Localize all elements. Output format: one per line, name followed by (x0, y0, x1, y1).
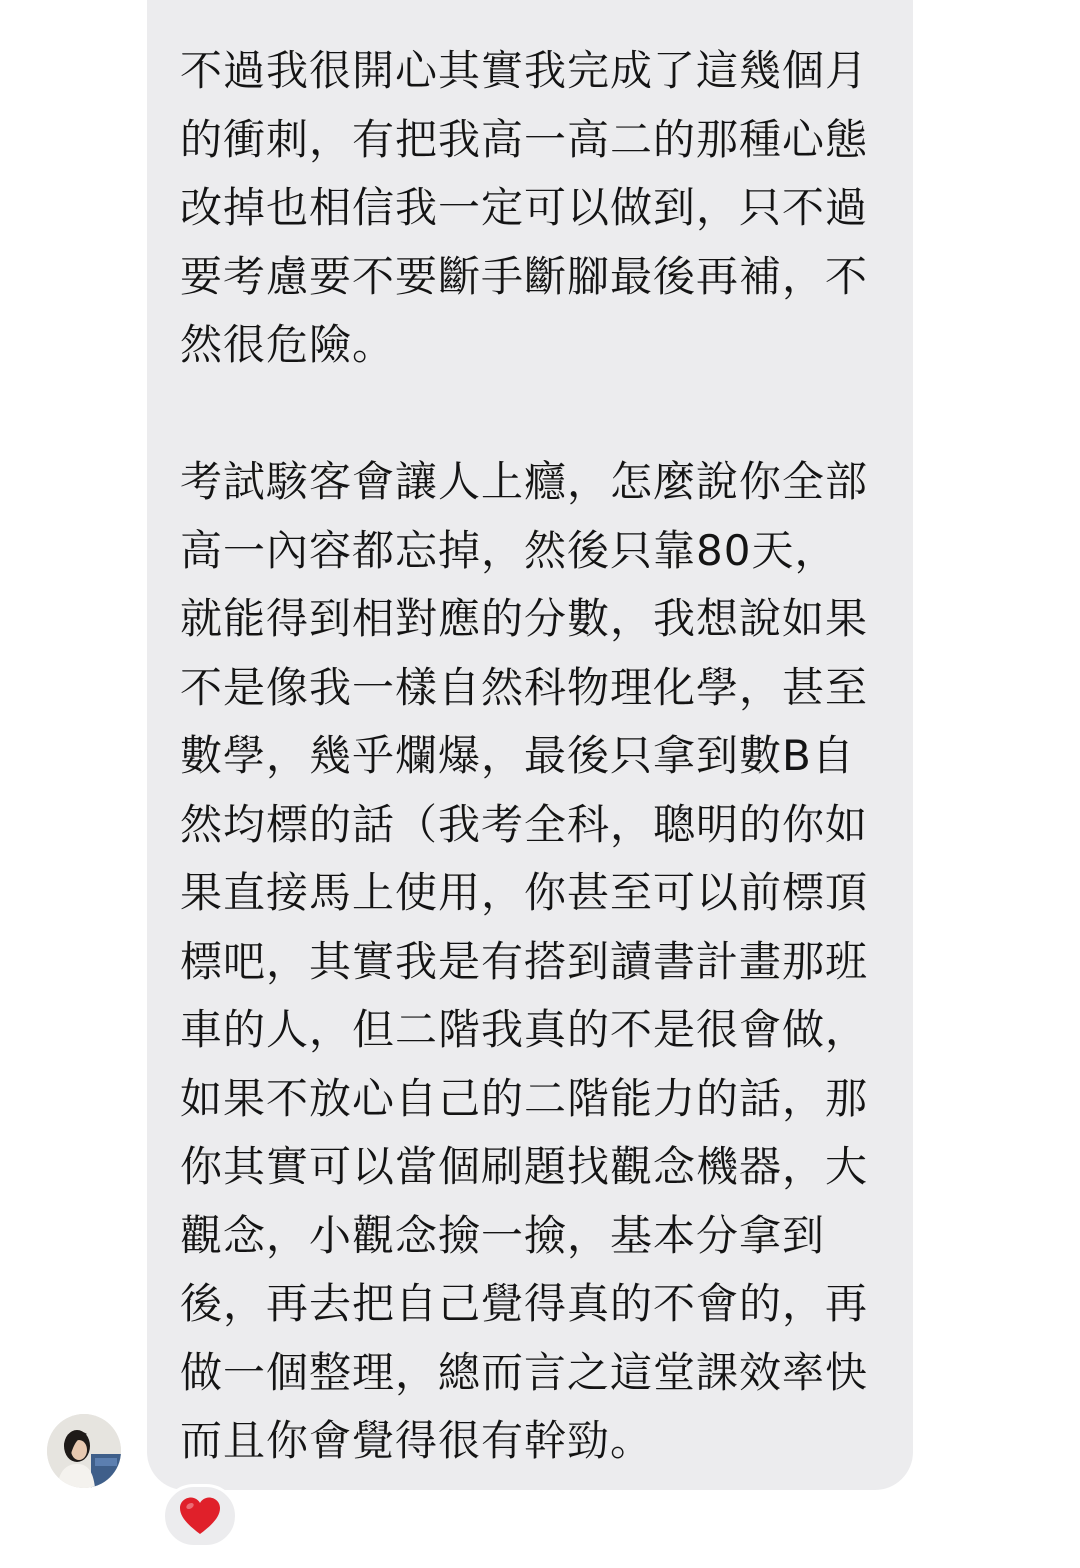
message-line: 就能得到相對應的分數，我想說如果 (180, 594, 869, 643)
message-line: 然很危險。 (180, 320, 396, 369)
avatar-image (47, 1414, 121, 1488)
message-blank-line (180, 380, 892, 449)
message-line: 做一個整理，總而言之這堂課效率快 (180, 1347, 869, 1397)
message-line: 後，再去把自己覺得真的不會的，再 (180, 1279, 869, 1328)
sender-avatar[interactable] (47, 1414, 121, 1488)
message-line: 果直接馬上使用，你甚至可以前標頂 (180, 868, 869, 917)
message-line: 高一內容都忘掉，然後只靠80天， (180, 525, 838, 575)
message-line: 車的人，但二階我真的不是很會做， (180, 1005, 869, 1054)
message-line: 如果不放心自己的二階能力的話，那 (180, 1073, 869, 1123)
message-text (180, 37, 892, 1476)
message-line: 不是像我一樣自然科物理化學，甚至 (180, 662, 869, 712)
heart-icon (178, 1496, 222, 1536)
message-line: 的衝刺，有把我高一高二的那種心態 (180, 114, 869, 164)
message-line: 而且你會覺得很有幹勁。 (180, 1416, 654, 1465)
reaction-badge[interactable] (162, 1484, 238, 1548)
message-line: 考試駭客會讓人上癮，怎麼說你全部 (180, 457, 869, 506)
message-line: 你其實可以當個刷題找觀念機器，大 (180, 1142, 869, 1191)
message-line: 不過我很開心其實我完成了這幾個月 (180, 46, 869, 95)
message-line: 觀念，小觀念撿一撿，基本分拿到 (180, 1210, 826, 1260)
message-line: 改掉也相信我一定可以做到，只不過 (180, 183, 869, 232)
message-line: 數學，幾乎爛爆，最後只拿到數B自 (180, 731, 855, 780)
message-line: 然均標的話（我考全科，聰明的你如 (180, 799, 869, 849)
message-line: 要考慮要不要斷手斷腳最後再補，不 (180, 251, 869, 301)
message-line: 標吧，其實我是有搭到讀書計畫那班 (180, 936, 869, 986)
